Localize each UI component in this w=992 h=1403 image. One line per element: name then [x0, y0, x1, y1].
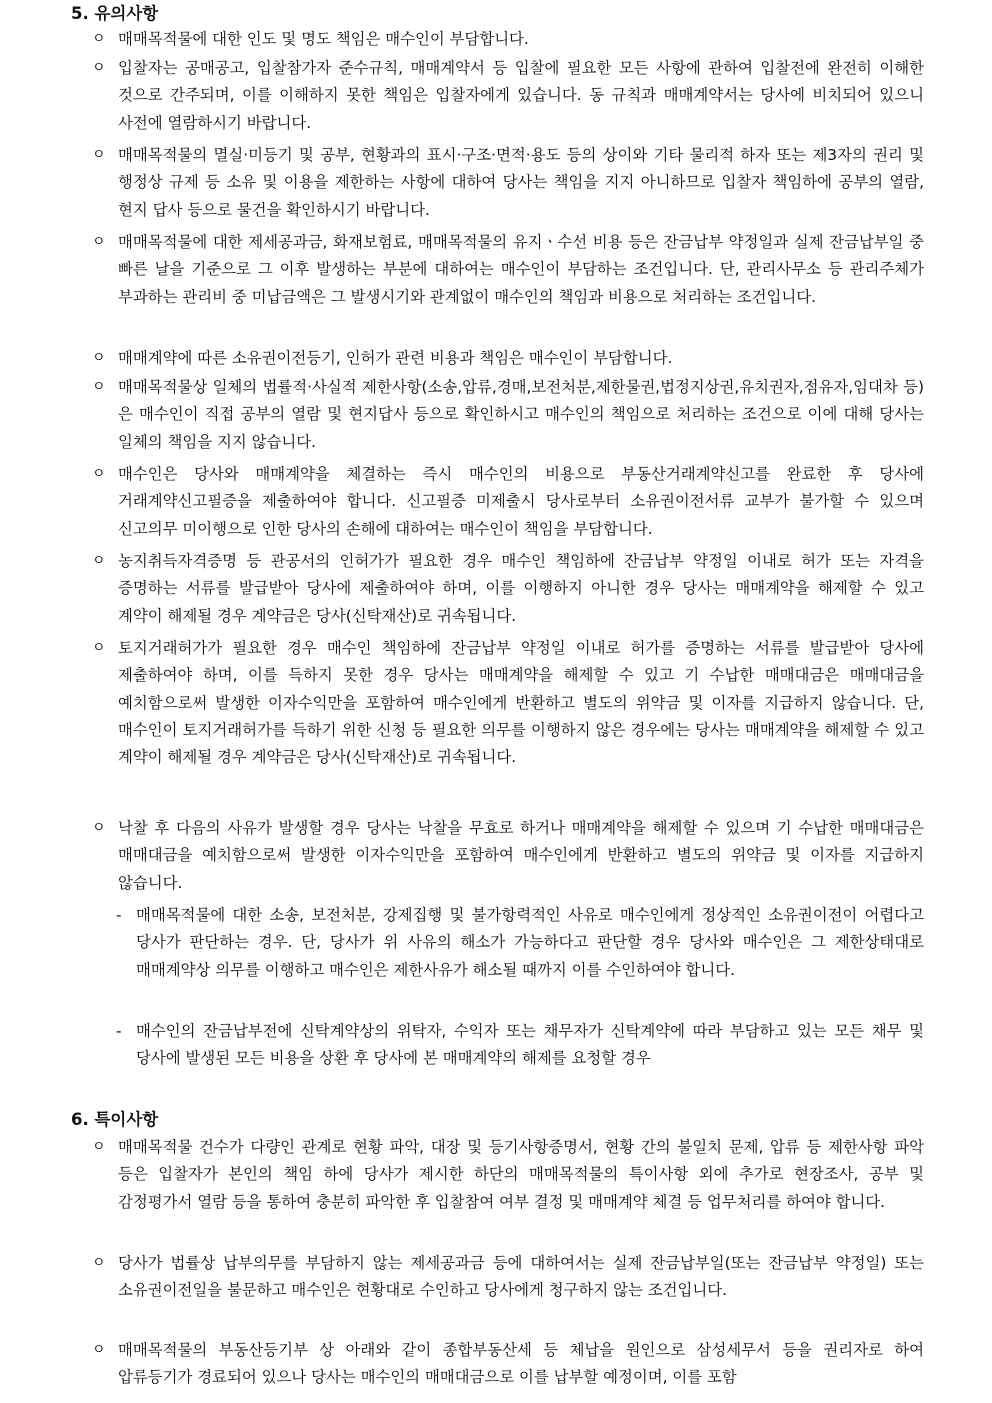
list-item [88, 374, 924, 456]
sub-list-item [116, 1018, 924, 1073]
bullet-icon: ㅇ [92, 1255, 106, 1271]
bullet-icon: ㅇ [92, 234, 106, 250]
item-text: 매매목적물에 대한 인도 및 명도 책임은 매수인이 부담합니다. [118, 30, 529, 48]
list-item [88, 1337, 924, 1392]
sub-item-text: 매매목적물에 대한 소송, 보전처분, 강제집행 및 불가항력적인 사유로 매수인에게 정상적인 소유권이전이 어렵다고 당사가 판단하는 경우. 단, 당사가 위 사유의 해소가 가능하다고 판단할 경우 당사와 매수인은 그 제한상태대로 매매계약상 의무를 이행하고 매수인은 제한사유가 해소될 때까지 이를 수인하여야 합니다. [136, 906, 924, 979]
bullet-icon: ㅇ [92, 350, 106, 366]
bullet-icon: ㅇ [92, 553, 106, 569]
item-text: 매수인은 당사와 매매계약을 체결하는 즉시 매수인의 비용으로 부동산거래계약신고를 완료한 후 당사에 거래계약신고필증을 제출하여야 합니다. 신고필증 미제출시 당사로부터 소유권이전서류 교부가 불가할 수 있으며 신고의무 미이행으로 인한 당사의 손해에 대하여는 매수인이 책임을 부담합니다. [118, 465, 924, 538]
bullet-icon: ㅇ [92, 31, 106, 47]
item-text: 매매목적물의 부동산등기부 상 아래와 같이 종합부동산세 등 체납을 원인으로 삼성세무서 등을 권리자로 하여 압류등기가 경료되어 있으나 당사는 매수인의 매매대금으로 이를 납부할 예정이며, 이를 포함 [118, 1341, 924, 1387]
list-item [88, 26, 924, 53]
bullet-icon: ㅇ [92, 820, 106, 836]
list-item [88, 461, 924, 543]
bullet-icon: ㅇ [92, 1139, 106, 1155]
bullet-icon: ㅇ [92, 1342, 106, 1358]
dash-icon: - [116, 906, 122, 924]
list-item [88, 345, 924, 372]
bullet-icon: ㅇ [92, 147, 106, 163]
item-text: 매매목적물에 대한 제세공과금, 화재보험료, 매매목적물의 유지ㆍ수선 비용 등은 잔금납부 약정일과 실제 잔금납부일 중 빠른 날을 기준으로 그 이후 발생하는 부분에 대하여는 매수인이 부담하는 조건입니다. 단, 관리사무소 등 관리주체가 부과하는 관리비 중 미납금액은 그 발생시기와 관계없이 매수인의 책임과 비용으로 처리하는 조건입니다. [118, 233, 924, 306]
bullet-icon: ㅇ [92, 640, 106, 656]
dash-icon: - [116, 1022, 122, 1040]
list-item [88, 815, 924, 897]
item-text: 입찰자는 공매공고, 입찰참가자 준수규칙, 매매계약서 등 입찰에 필요한 모든 사항에 관하여 입찰전에 완전히 이해한 것으로 간주되며, 이를 이해하지 못한 책임은 입찰자에게 있습니다. 동 규칙과 매매계약서는 당사에 비치되어 있으니 사전에 열람하시기 바랍니다. [118, 59, 924, 132]
section-6-title: 6. 특이사항 [71, 1110, 159, 1129]
item-text: 매매목적물 건수가 다량인 관계로 현황 파악, 대장 및 등기사항증명서, 현황 간의 불일치 문제, 압류 등 제한사항 파악 등은 입찰자가 본인의 책임 하에 당사가 제시한 하단의 매매목적물의 특이사항 외에 추가로 현장조사, 공부 및 감정평가서 열람 등을 통하여 충분히 파악한 후 입찰참여 여부 결정 및 매매계약 체결 등 업무처리를 하여야 합니다. [118, 1138, 924, 1211]
list-item [88, 229, 924, 311]
bullet-icon: ㅇ [92, 60, 106, 76]
list-item [88, 548, 924, 630]
sub-item-text: 매수인의 잔금납부전에 신탁계약상의 위탁자, 수익자 또는 채무자가 신탁계약에 따라 부담하고 있는 모든 채무 및 당사에 발생된 모든 비용을 상환 후 당사에 본 매매계약의 해제를 요청할 경우 [136, 1022, 924, 1068]
list-item [88, 1250, 924, 1305]
item-text: 매매목적물의 멸실·미등기 및 공부, 현황과의 표시·구조·면적·용도 등의 상이와 기타 물리적 하자 또는 제3자의 권리 및 행정상 규제 등 소유 및 이용을 제한하는 사항에 대하여 당사는 책임을 지지 아니하므로 입찰자 책임하에 공부의 열람, 현지 답사 등으로 물건을 확인하시기 바랍니다. [118, 146, 924, 219]
list-item [88, 55, 924, 137]
item-text: 농지취득자격증명 등 관공서의 인허가가 필요한 경우 매수인 책임하에 잔금납부 약정일 이내로 허가 또는 자격을 증명하는 서류를 발급받아 당사에 제출하여야 하며, 이를 이행하지 아니한 경우 당사는 매매계약을 해제할 수 있고 계약이 해제될 경우 계약금은 당사(신탁재산)로 귀속됩니다. [118, 552, 924, 625]
item-text: 매매목적물상 일체의 법률적·사실적 제한사항(소송,압류,경매,보전처분,제한물권,법정지상권,유치권자,점유자,임대차 등)은 매수인이 직접 공부의 열람 및 현지답사 등으로 확인하시고 매수인의 책임으로 처리하는 조건으로 이에 대해 당사는 일체의 책임을 지지 않습니다. [118, 378, 924, 451]
sub-list-item [116, 902, 924, 984]
item-text: 매매계약에 따른 소유권이전등기, 인허가 관련 비용과 책임은 매수인이 부담합니다. [118, 349, 673, 367]
item-text: 토지거래허가가 필요한 경우 매수인 책임하에 잔금납부 약정일 이내로 허가를 증명하는 서류를 발급받아 당사에 제출하여야 하며, 이를 득하지 못한 경우 당사는 매매계약을 해제할 수 있고 기 수납한 매매대금은 매매대금을 예치함으로써 발생한 이자수익만을 포함하여 매수인에게 반환하고 별도의 위약금 및 이자를 지급하지 않습니다. 단, 매수인이 토지거래허가를 득하기 위한 신청 등 필요한 의무를 이행하지 않은 경우에는 당사는 매매계약을 해제할 수 있고 계약이 해제될 경우 계약금은 당사(신탁재산)로 귀속됩니다. [118, 639, 924, 767]
section-5-title: 5. 유의사항 [71, 4, 159, 23]
list-item [88, 635, 924, 771]
bullet-icon: ㅇ [92, 379, 106, 395]
list-item [88, 142, 924, 224]
list-item [88, 1134, 924, 1216]
item-text: 낙찰 후 다음의 사유가 발생할 경우 당사는 낙찰을 무효로 하거나 매매계약을 해제할 수 있으며 기 수납한 매매대금은 매매대금을 예치함으로써 발생한 이자수익만을 포함하여 매수인에게 반환하고 별도의 위약금 및 이자를 지급하지 않습니다. [118, 819, 924, 892]
bullet-icon: ㅇ [92, 466, 106, 482]
item-text: 당사가 법률상 납부의무를 부담하지 않는 제세공과금 등에 대하여서는 실제 잔금납부일(또는 잔금납부 약정일) 또는 소유권이전일을 불문하고 매수인은 현황대로 수인하고 당사에게 청구하지 않는 조건입니다. [118, 1254, 924, 1300]
